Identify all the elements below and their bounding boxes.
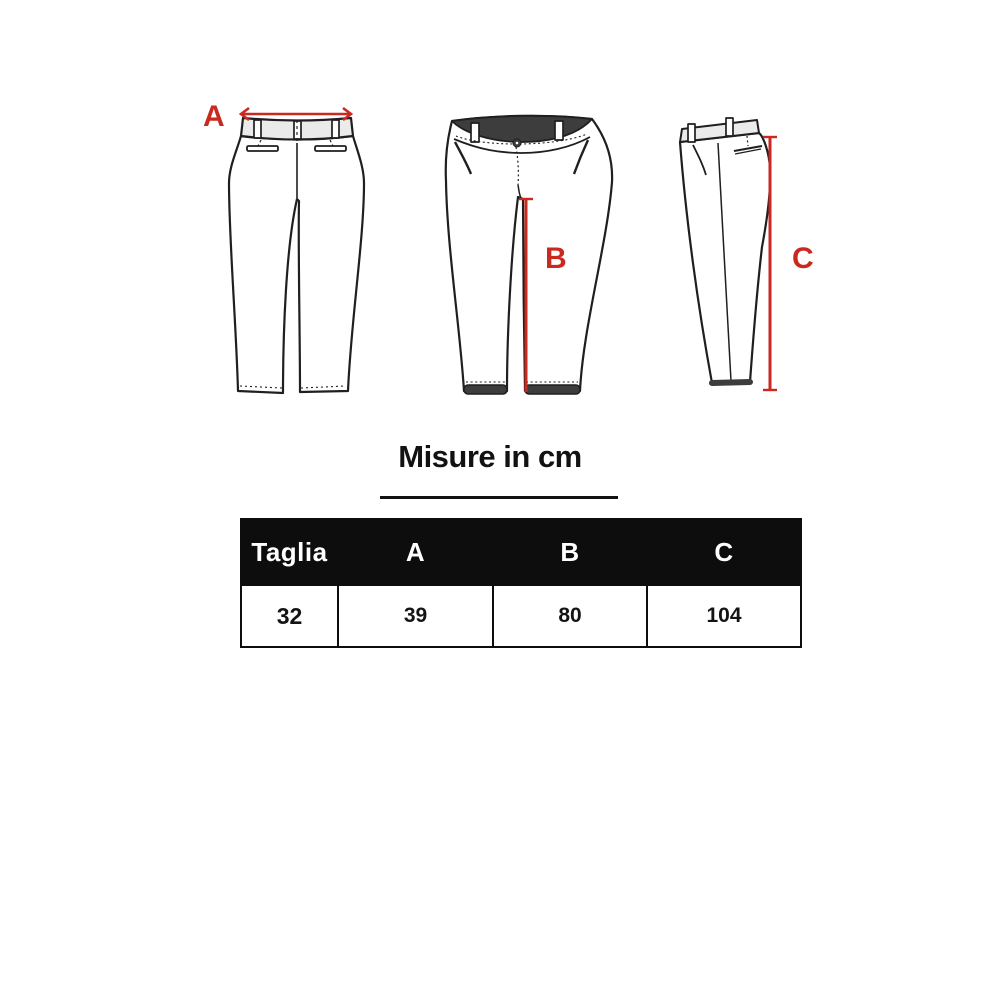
- measure-label-a: A: [203, 100, 225, 133]
- pants-side-view-diagram: [655, 95, 825, 410]
- pants-side-outline: [680, 118, 770, 383]
- size-cell-taglia: 32: [241, 585, 338, 647]
- title-divider: [380, 496, 618, 499]
- back-pocket-right: [315, 146, 346, 151]
- page-title: Misure in cm: [398, 439, 582, 474]
- pants-front-view-diagram: [435, 95, 635, 410]
- size-table: [240, 518, 802, 648]
- size-table-header-c: C: [647, 519, 801, 585]
- size-table-row: [241, 585, 801, 647]
- size-table-header-row: [241, 519, 801, 585]
- size-table-header-b: B: [493, 519, 647, 585]
- size-cell-a: 39: [338, 585, 493, 647]
- size-table-header-taglia: Taglia: [241, 519, 338, 585]
- cuff-right: [525, 385, 580, 394]
- pants-back-view-diagram: [190, 95, 380, 405]
- measure-label-c: C: [792, 242, 814, 275]
- back-pocket-left: [247, 146, 278, 151]
- waist-button-hole: [516, 142, 519, 145]
- measure-label-b: B: [545, 242, 567, 275]
- side-hem: [712, 382, 750, 383]
- size-cell-c: 104: [647, 585, 801, 647]
- size-table-header-a: A: [338, 519, 493, 585]
- cuff-left: [464, 385, 507, 394]
- pants-front-outline: [446, 116, 612, 391]
- size-cell-b: 80: [493, 585, 647, 647]
